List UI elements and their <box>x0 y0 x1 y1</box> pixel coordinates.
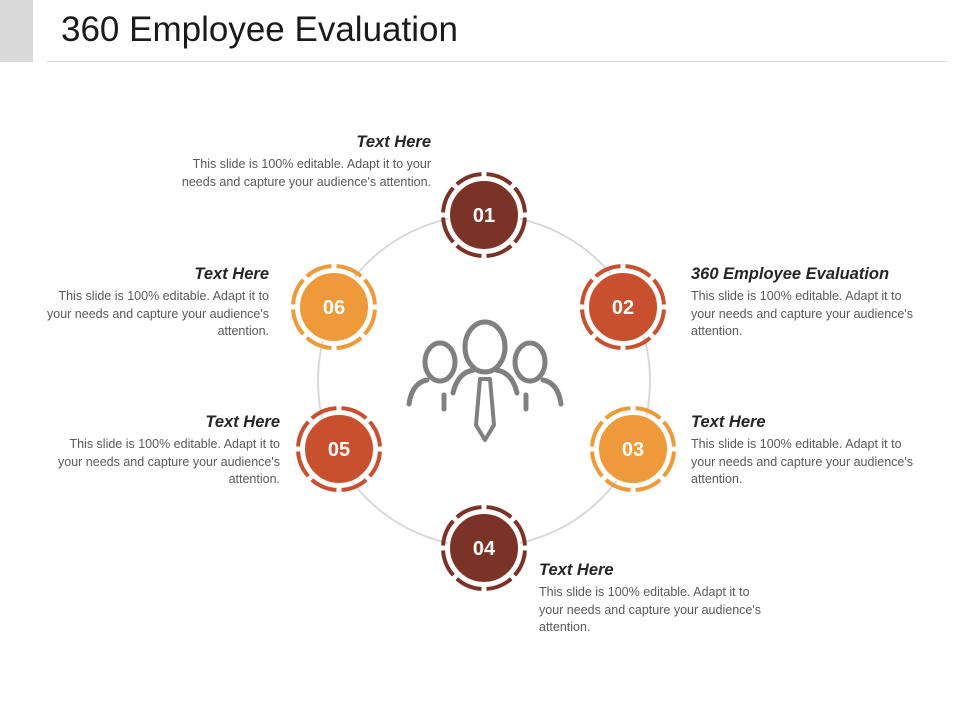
item-heading: Text Here <box>194 265 269 283</box>
item-description: This slide is 100% editable. Adapt it to your needs and capture your audience's attention. <box>47 289 269 338</box>
badge-number: 02 <box>611 297 635 319</box>
business-team-icon <box>409 322 561 440</box>
item-description: This slide is 100% editable. Adapt it to your needs and capture your audience's attention. <box>691 289 913 338</box>
item-heading: Text Here <box>539 561 614 579</box>
item-description: This slide is 100% editable. Adapt it to your needs and capture your audience's attention. <box>181 157 431 189</box>
item-label-05 <box>55 413 280 489</box>
badge-number: 03 <box>621 439 645 461</box>
number-badge-01 <box>443 174 525 256</box>
number-badge-03 <box>592 408 674 490</box>
item-description: This slide is 100% editable. Adapt it to your needs and capture your audience's attention. <box>58 437 280 486</box>
item-label-04 <box>539 561 764 637</box>
slide-title: 360 Employee Evaluation <box>61 10 458 49</box>
number-badge-05 <box>298 408 380 490</box>
item-heading: 360 Employee Evaluation <box>691 265 890 283</box>
badge-number: 06 <box>322 297 346 319</box>
badge-number: 01 <box>472 205 496 227</box>
item-heading: Text Here <box>691 413 766 431</box>
item-label-02 <box>691 265 931 341</box>
item-description: This slide is 100% editable. Adapt it to your needs and capture your audience's attention. <box>691 437 913 486</box>
badge-number: 05 <box>327 439 351 461</box>
item-description: This slide is 100% editable. Adapt it to your needs and capture your audience's attention. <box>539 585 761 634</box>
number-badge-06 <box>293 266 375 348</box>
item-label-06 <box>44 265 269 341</box>
item-label-01 <box>171 133 431 191</box>
badge-number: 04 <box>472 538 496 560</box>
item-heading: Text Here <box>205 413 280 431</box>
item-heading: Text Here <box>356 133 431 151</box>
number-badge-04 <box>443 507 525 589</box>
number-badge-02 <box>582 266 664 348</box>
item-label-03 <box>691 413 916 489</box>
